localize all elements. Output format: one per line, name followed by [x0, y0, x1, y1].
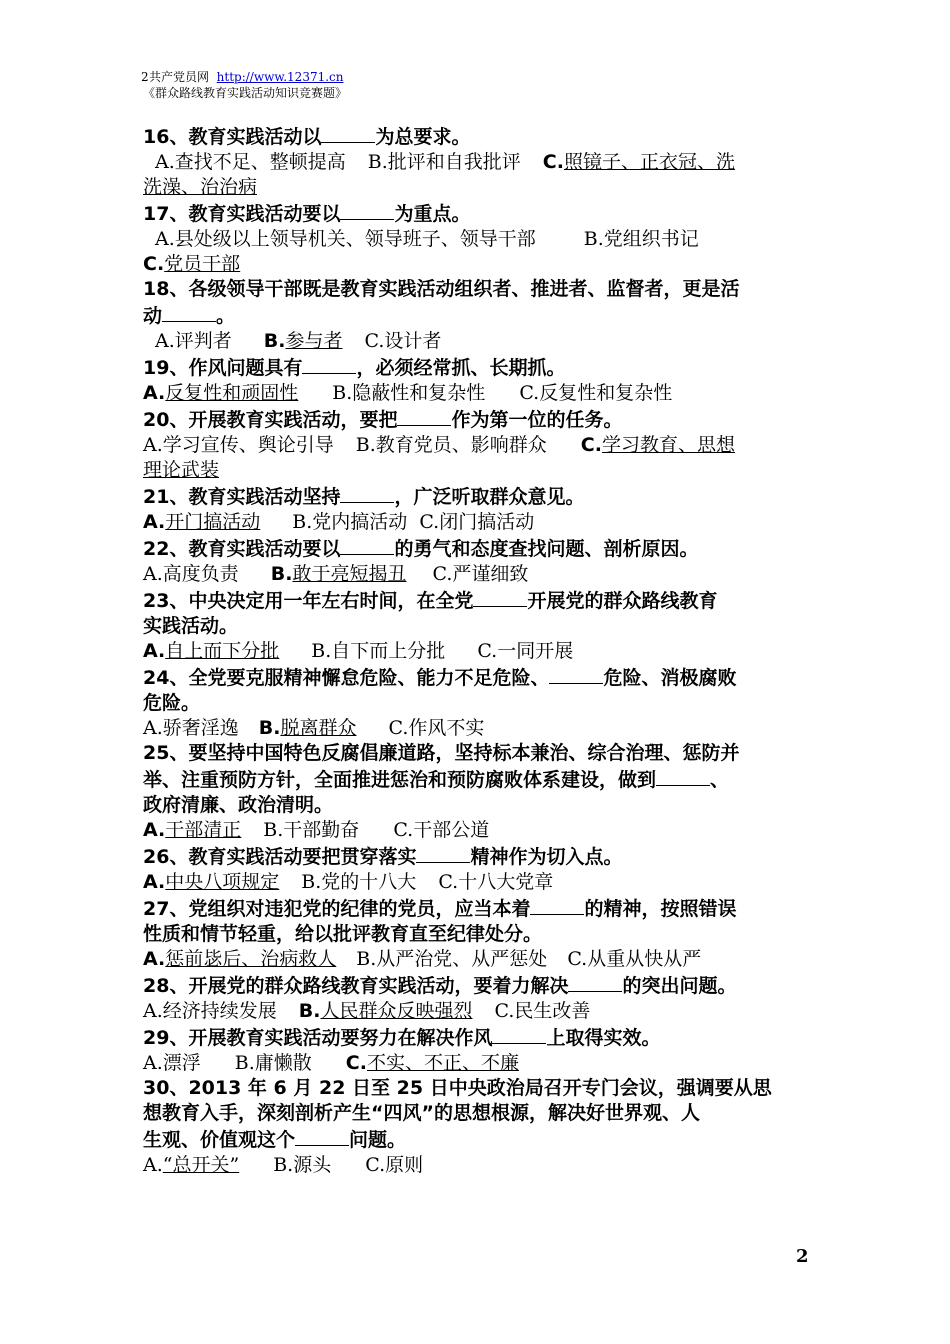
- options-23: A.自上而下分批 B.自下而上分批 C.一同开展: [143, 640, 574, 662]
- answer-text: 理论武装: [143, 459, 220, 481]
- answer-text: 敢于亮短揭丑: [292, 563, 407, 585]
- question-28: 28、开展党的群众路线教育实践活动，要着力解决 的突出问题。: [143, 972, 813, 999]
- options-27: A.惩前毖后、治病救人 B.从严治党、从严惩处 C.从重从快从严: [143, 948, 702, 970]
- question-19: 19、作风问题具有 ，必须经常抓、长期抓。: [143, 354, 813, 381]
- options-17: A.县处级以上领导机关、领导班子、领导干部 B.党组织书记: [155, 228, 699, 250]
- answer-blank: [492, 1024, 546, 1044]
- answer-text: 学习教育、思想: [601, 434, 735, 456]
- question-26: 26、教育实践活动要把贯穿落实 精神作为切入点。: [143, 843, 813, 870]
- question-list: [143, 123, 813, 1178]
- options-16-cont: [143, 175, 813, 200]
- options-25: A.干部清正 B.干部勤奋 C.干部公道: [143, 819, 490, 841]
- answer-text: 中央八项规定: [165, 871, 280, 893]
- answer-blank: [302, 354, 356, 374]
- question-24-cont: 危险。: [143, 692, 201, 714]
- options-28: A.经济持续发展 B.人民群众反映强烈 C.民生改善: [143, 1000, 591, 1022]
- answer-blank: [656, 766, 710, 786]
- question-27: 27、党组织对违犯党的纪律的党员，应当本着 的精神，按照错误: [143, 895, 813, 922]
- question-23: 23、中央决定用一年左右时间，在全党 开展党的群众路线教育: [143, 587, 813, 614]
- question-30: 30、2013 年 6 月 22 日至 25 日中央政治局召开专门会议，强调要从思: [143, 1077, 772, 1099]
- answer-blank: [397, 406, 451, 426]
- question-22: 22、教育实践活动要以 的勇气和态度查找问题、剖析原因。: [143, 535, 813, 562]
- question-29: 29、开展教育实践活动要努力在解决作风 上取得实效。: [143, 1024, 813, 1051]
- answer-blank: [340, 535, 394, 555]
- options-18: A.评判者 B.参与者 C.设计者: [155, 330, 442, 352]
- answer-blank: [568, 972, 622, 992]
- question-16: 16、教育实践活动以 为总要求。: [143, 123, 813, 150]
- answer-blank: [340, 200, 394, 220]
- options-20-cont: [143, 458, 813, 483]
- answer-text: 脱离群众: [280, 717, 357, 739]
- options-17-cont: C.党员干部: [143, 253, 241, 275]
- answer-text: 不实、不正、不廉: [366, 1052, 519, 1074]
- question-30-cont2: 生观、价值观这个 问题。: [143, 1126, 813, 1153]
- question-25-cont: 举、注重预防方针，全面推进惩治和预防腐败体系建设，做到 、: [143, 766, 813, 793]
- answer-text: 党员干部: [164, 253, 241, 275]
- page-header: [143, 69, 347, 101]
- site-link[interactable]: http://www.12371.cn: [216, 70, 344, 84]
- options-26: A.中央八项规定 B.党的十八大 C.十八大党章: [143, 871, 554, 893]
- options-16: A.查找不足、整顿提高 B.批评和自我批评 C.照镜子、正衣冠、洗: [155, 151, 735, 173]
- options-21: A.开门搞活动 B.党内搞活动 C.闭门搞活动: [143, 511, 535, 533]
- answer-blank: [530, 895, 584, 915]
- question-21: 21、教育实践活动坚持 ，广泛听取群众意见。: [143, 483, 813, 510]
- doc-title: 《群众路线教育实践活动知识竞赛题》: [143, 86, 348, 100]
- answer-text: 人民群众反映强烈: [320, 1000, 473, 1022]
- question-27-cont: 性质和情节轻重，给以批评教育直至纪律处分。: [143, 923, 543, 945]
- answer-blank: [340, 483, 394, 503]
- options-29: A.漂浮 B.庸懒散 C.不实、不正、不廉: [143, 1052, 519, 1074]
- answer-text: 干部清正: [165, 819, 242, 841]
- answer-blank: [416, 843, 470, 863]
- answer-text: 参与者: [285, 330, 343, 352]
- answer-blank: [162, 302, 216, 322]
- header-page-mark: 2: [141, 70, 149, 84]
- page-number: 2: [796, 1246, 809, 1267]
- answer-text: 洗澡、治治病: [143, 176, 258, 198]
- question-20: 20、开展教育实践活动，要把 作为第一位的任务。: [143, 406, 813, 433]
- answer-text: 惩前毖后、治病救人: [165, 948, 337, 970]
- question-24: 24、全党要克服精神懈怠危险、能力不足危险、 危险、消极腐败: [143, 664, 813, 691]
- question-23-cont: 实践活动。: [143, 615, 239, 637]
- question-17: 17、教育实践活动要以 为重点。: [143, 200, 813, 227]
- options-19: A.反复性和顽固性 B.隐蔽性和复杂性 C.反复性和复杂性: [143, 382, 673, 404]
- answer-blank: [321, 123, 375, 143]
- question-30-cont: 想教育入手，深刻剖析产生“四风”的思想根源，解决好世界观、人: [143, 1102, 700, 1124]
- answer-blank: [549, 664, 603, 684]
- options-30: A.“总开关” B.源头 C.原则: [143, 1154, 424, 1176]
- answer-blank: [295, 1126, 349, 1146]
- answer-text: 反复性和顽固性: [165, 382, 299, 404]
- site-name: 共产党员网: [149, 70, 210, 84]
- options-20: A.学习宣传、舆论引导 B.教育党员、影响群众 C.学习教育、思想: [143, 434, 735, 456]
- answer-text: 自上而下分批: [165, 640, 280, 662]
- question-25-cont2: 政府清廉、政治清明。: [143, 794, 334, 816]
- answer-blank: [473, 587, 527, 607]
- answer-text: “总开关”: [162, 1154, 240, 1176]
- question-25: 25、要坚持中国特色反腐倡廉道路，坚持标本兼治、综合治理、惩防并: [143, 742, 740, 764]
- answer-text: 照镜子、正衣冠、洗: [563, 151, 735, 173]
- options-22: A.高度负责 B.敢于亮短揭丑 C.严谨细致: [143, 563, 529, 585]
- answer-text: 开门搞活动: [165, 511, 261, 533]
- options-24: A.骄奢淫逸 B.脱离群众 C.作风不实: [143, 717, 485, 739]
- question-18-cont: 动 。: [143, 302, 813, 329]
- question-18: 18、各级领导干部既是教育实践活动组织者、推进者、监督者，更是活: [143, 278, 740, 300]
